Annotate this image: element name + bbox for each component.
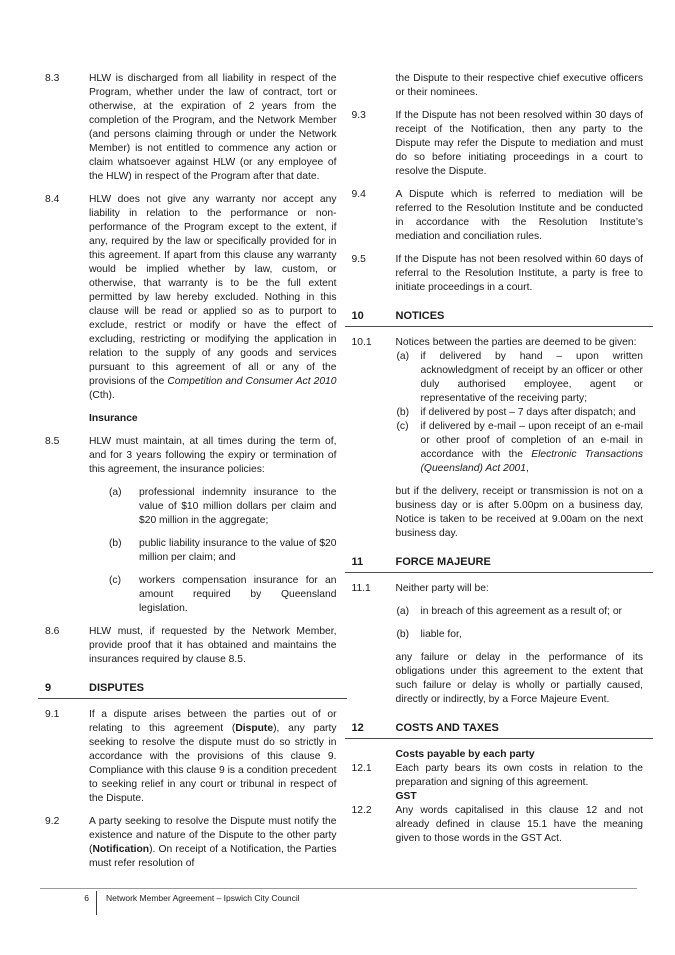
- clause-number: 11.1: [351, 583, 371, 594]
- section-title: FORCE MAJEURE: [395, 556, 491, 568]
- list-item-text: [421, 628, 644, 642]
- text-segment: ). On receipt of a Notification, the Parties must refer resolution of: [89, 844, 337, 869]
- paragraph-text: [396, 485, 644, 541]
- text-segment: if delivered by post – 7 days after dispatch; and: [420, 407, 636, 418]
- list-marker: (c): [109, 575, 122, 586]
- list-marker: (a): [396, 351, 410, 362]
- list-item: [352, 350, 644, 406]
- clause-number: 9.3: [351, 110, 366, 121]
- section-number: 10: [351, 310, 364, 322]
- clause-paragraph: [45, 72, 337, 184]
- footer-document-title: Network Member Agreement – Ipswich City Council: [106, 893, 300, 903]
- text-segment: but if the delivery, receipt or transmission is not on a business day or is after 5.00pm on a business day, Notice is taken to be received at 9.00am on the next business day.: [395, 486, 643, 539]
- list-item: [352, 406, 644, 420]
- clause-paragraph: [352, 188, 644, 244]
- two-column-text-area: [45, 72, 643, 871]
- clause-paragraph: [352, 336, 644, 350]
- bold-term: Dispute: [235, 723, 274, 734]
- section-number: 9: [45, 682, 52, 694]
- text-segment: the Dispute to their respective chief executive officers or their nominees.: [395, 73, 643, 98]
- text-segment: Neither party will be:: [395, 583, 489, 594]
- list-item-text: [139, 486, 337, 528]
- text-segment: If the Dispute has not been resolved within 60 days of referral to the Resolution Institute, a party is free to initiate proceedings in a court.: [395, 254, 643, 293]
- text-segment: public liability insurance to the value of $20 million per claim; and: [139, 538, 337, 563]
- list-item: [352, 420, 644, 476]
- subclause-heading: Costs payable by each party: [395, 749, 535, 760]
- clause-text: [396, 253, 644, 295]
- text-segment: Notices between the parties are deemed to be given:: [395, 337, 637, 348]
- clause-text: [89, 193, 337, 403]
- clause-text: [89, 72, 337, 184]
- text-segment: HLW must maintain, at all times during the term of, and for 3 years following the expiry or termination of this agreement, the insurance policies:: [89, 436, 337, 475]
- list-item-text: [421, 406, 644, 420]
- page-number: 6: [84, 893, 89, 903]
- list-item: [352, 628, 644, 642]
- text-segment: if delivered by hand – upon written acknowledgment of receipt by an officer or other duly authorised employee, agent or representative of the receiving party;: [420, 351, 643, 404]
- section-title: COSTS AND TAXES: [395, 722, 499, 734]
- clause-paragraph: [45, 815, 337, 871]
- section-title: NOTICES: [395, 310, 445, 322]
- text-segment: professional indemnity insurance to the value of $10 million dollars per claim and $20 million in the aggregate;: [139, 487, 337, 526]
- list-item: [352, 605, 644, 619]
- italic-citation: Competition and Consumer Act 2010: [167, 376, 337, 387]
- list-marker: (c): [396, 421, 409, 432]
- clause-text: [89, 625, 337, 667]
- paragraph-text: [396, 72, 644, 100]
- text-segment: (Cth).: [89, 390, 115, 401]
- bold-term: Notification: [92, 844, 150, 855]
- continuation-paragraph: [352, 72, 644, 100]
- text-segment: if delivered by e-mail – upon receipt of an e-mail or other proof of completion of an e-mail in accordance with the: [420, 421, 643, 460]
- paragraph-text: [396, 651, 644, 707]
- continuation-paragraph: [352, 485, 644, 541]
- text-segment: ), any party seeking to resolve the dispute must do so strictly in accordance with the provisions of this clause 9. Compliance with this clause 9 is a condition precedent to seeking relief in any court or tribunal in respect of the Dispute.: [89, 723, 337, 804]
- clause-number: 8.3: [45, 73, 60, 84]
- list-item: [45, 574, 337, 616]
- text-segment: Any words capitalised in this clause 12 and not already defined in clause 15.1 have the meaning given to those words in the GST Act.: [395, 805, 643, 844]
- text-segment: If the Dispute has not been resolved within 30 days of receipt of the Notification, then any party to the Dispute may refer the Dispute to mediation and must do so before initiating proceedings in a court to resolve the Dispute.: [395, 110, 643, 177]
- section-number: 12: [351, 722, 364, 734]
- left-column: [45, 72, 337, 871]
- list-item-text: [421, 605, 644, 619]
- clause-number: 10.1: [351, 337, 372, 348]
- text-segment: A party seeking to resolve the Dispute must notify the existence and nature of the Dispute to the other party (: [89, 816, 337, 855]
- section-heading: [38, 681, 347, 699]
- clause-text: [396, 804, 644, 846]
- italic-citation: Electronic Transactions (Queensland) Act 2001: [420, 449, 643, 474]
- clause-paragraph: [45, 625, 337, 667]
- text-segment: If a dispute arises between the parties out of or relating to this agreement (: [89, 709, 337, 734]
- clause-paragraph: [352, 109, 644, 179]
- section-number: 11: [351, 556, 364, 568]
- clause-text: [89, 435, 337, 477]
- right-column: [352, 72, 644, 871]
- page-footer: [40, 888, 637, 915]
- clause-text: [396, 336, 644, 350]
- list-item-text: [421, 420, 644, 476]
- clause-paragraph: [45, 193, 337, 403]
- clause-paragraph: [352, 804, 644, 846]
- clause-number: 9.1: [45, 709, 60, 720]
- clause-text: [396, 109, 644, 179]
- footer-rule: [40, 888, 637, 889]
- list-item: [45, 537, 337, 565]
- clause-paragraph: [45, 708, 337, 806]
- text-segment: A Dispute which is referred to mediation will be referred to the Resolution Institute and be conducted in accordance with the Resolution Institute’s mediation and conciliation rules.: [395, 189, 643, 242]
- clause-number: 9.2: [45, 816, 60, 827]
- clause-number: 8.5: [45, 436, 60, 447]
- text-segment: in breach of this agreement as a result of; or: [420, 606, 622, 617]
- clause-text: [89, 708, 337, 806]
- list-marker: (b): [109, 538, 122, 549]
- text-segment: Each party bears its own costs in relation to the preparation and signing of this agreement.: [395, 763, 643, 788]
- section-heading: [345, 309, 654, 327]
- text-segment: liable for,: [420, 629, 462, 640]
- list-item-text: [139, 537, 337, 565]
- subclause-heading: GST: [395, 791, 417, 802]
- text-segment: workers compensation insurance for an amount required by Queensland legislation.: [139, 575, 337, 614]
- list-marker: (a): [109, 487, 122, 498]
- list-item-text: [139, 574, 337, 616]
- clause-number: 12.1: [351, 763, 372, 774]
- text-segment: HLW must, if requested by the Network Member, provide proof that it has obtained and maintains the insurances required by clause 8.5.: [89, 626, 337, 665]
- list-item: [45, 486, 337, 528]
- clause-text: [396, 582, 644, 596]
- clause-paragraph: [45, 435, 337, 477]
- list-marker: (b): [396, 407, 410, 418]
- text-segment: HLW does not give any warranty nor accept any liability in relation to the performance or non-performance of the Program except to the extent, if any, required by the law or specifically provided for in this agreement. If apart from this clause any warranty would be implied whether by law, custom, or otherwise, that warranty is to be the full extent permitted by law hereby excluded. Nothing in this clause will be read or applied so as to purport to exclude, restrict or modify or have the effect of excluding, restricting or modifying the application in relation to the supply of any goods and services pursuant to this agreement of all or any of the provisions of the: [89, 194, 337, 387]
- clause-paragraph: [352, 762, 644, 790]
- section-title: DISPUTES: [89, 682, 145, 694]
- clause-number: 8.6: [45, 626, 60, 637]
- clause-text: [89, 815, 337, 871]
- text-segment: HLW is discharged from all liability in respect of the Program, whether under the law of contract, tort or otherwise, at the expiration of 2 years from the completion of the Program, and the Network Member (and persons claiming through or under the Network Member) is not entitled to commence any action or claim whatsoever against HLW (or any employee of the HLW) in respect of the Program after that date.: [89, 73, 337, 182]
- clause-number: 8.4: [45, 194, 60, 205]
- clause-text: [396, 762, 644, 790]
- text-segment: any failure or delay in the performance of its obligations under this agreement to the extent that such failure or delay is wholly or partially caused, directly or indirectly, by a Force Majeure Event.: [395, 652, 643, 705]
- list-item-text: [421, 350, 644, 406]
- clause-text: [396, 188, 644, 244]
- text-segment: ,: [526, 463, 529, 474]
- footer-row: [40, 891, 637, 915]
- subclause-heading: Insurance: [89, 413, 138, 424]
- continuation-paragraph: [352, 651, 644, 707]
- section-heading: [345, 721, 654, 739]
- list-marker: (b): [396, 629, 410, 640]
- list-marker: (a): [396, 606, 410, 617]
- clause-paragraph: [352, 582, 644, 596]
- clause-number: 9.5: [351, 254, 366, 265]
- clause-number: 12.2: [351, 805, 372, 816]
- clause-number: 9.4: [351, 189, 366, 200]
- section-heading: [345, 555, 654, 573]
- clause-paragraph: [352, 253, 644, 295]
